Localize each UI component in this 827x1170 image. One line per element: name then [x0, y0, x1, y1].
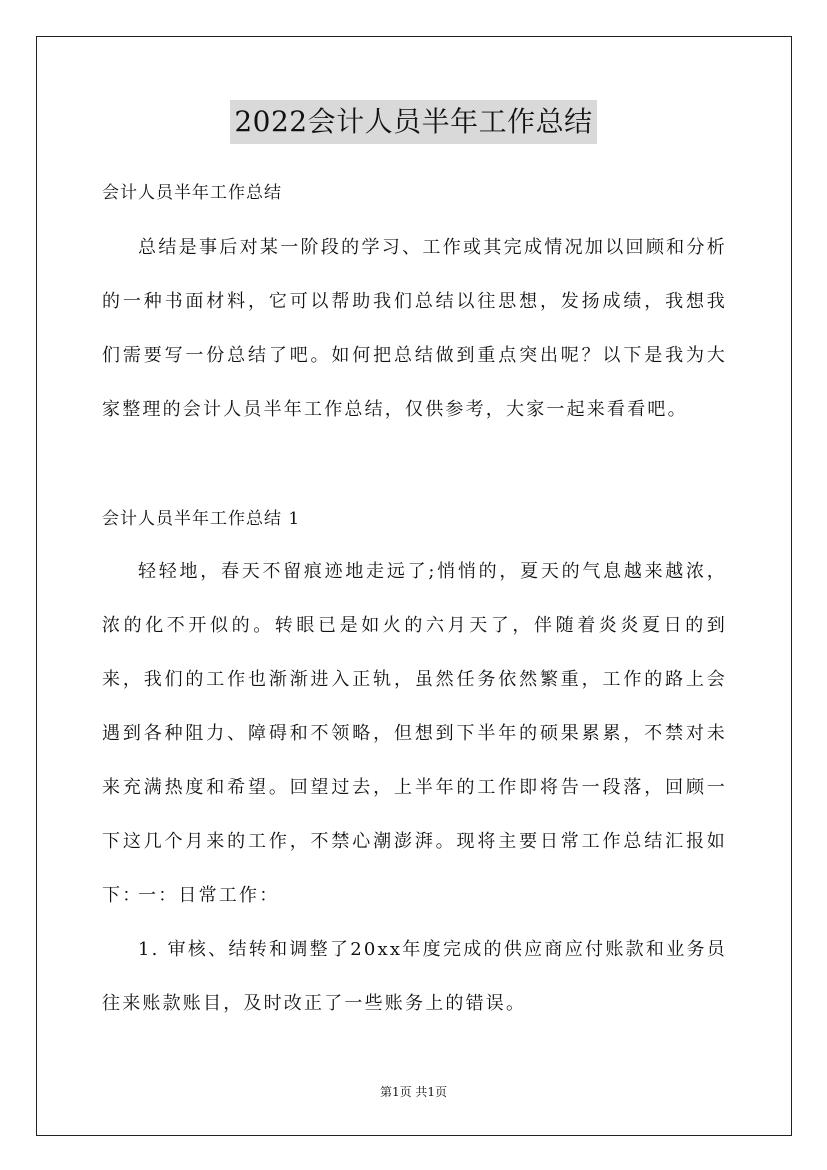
- document-subtitle: 会计人员半年工作总结: [102, 183, 282, 203]
- list-heading: 一：日常工作：: [138, 885, 280, 906]
- section-heading: 会计人员半年工作总结 1: [102, 509, 301, 529]
- page-footer: 第1页 共1页: [379, 1085, 448, 1099]
- document-title: 2022会计人员半年工作总结: [230, 100, 596, 144]
- body-paragraph: 轻轻地，春天不留痕迹地走远了;悄悄的，夏天的气息越来越浓，浓的化不开似的。转眼已是如火的六月天了，伴随着炎炎夏日的到来，我们的工作也渐渐进入正轨，虽然任务依然繁重，工作的路上会遇到各种阻力、障碍和不领略，但想到下半年的硕果累累，不禁对未来充满热度和希望。回望过去，上半年的工作即将告一段落，回顾一下这几个月来的工作，不禁心潮澎湃。现将主要日常工作总结汇报如下：: [102, 561, 727, 906]
- title-wrap: [0, 100, 827, 144]
- list-item: 1. 审核、结转和调整了20xx年度完成的供应商应付账款和业务员往来账款账目，及时改正了一些账务上的错误。: [102, 939, 727, 1014]
- intro-paragraph: 总结是事后对某一阶段的学习、工作或其完成情况加以回顾和分析的一种书面材料，它可以帮助我们总结以往思想，发扬成绩，我想我们需要写一份总结了吧。如何把总结做到重点突出呢？以下是我为大家整理的会计人员半年工作总结，仅供参考，大家一起来看看吧。: [102, 237, 727, 420]
